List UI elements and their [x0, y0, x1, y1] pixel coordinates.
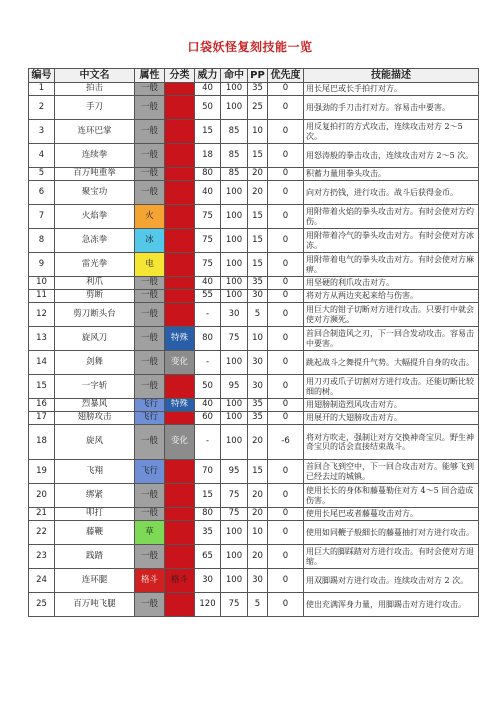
move-accuracy: 100 [221, 569, 248, 593]
move-accuracy: 100 [221, 425, 248, 460]
move-name: 连环巴掌 [55, 120, 135, 144]
move-category [165, 277, 195, 290]
move-accuracy: 100 [221, 290, 248, 303]
move-priority: 0 [268, 290, 304, 303]
move-category [165, 484, 195, 508]
move-description: 用附带着火焰的拳头攻击对方。有时会使对方灼伤。 [304, 205, 479, 229]
move-power: 80 [195, 327, 221, 351]
move-priority: 0 [268, 96, 304, 120]
table-row [29, 253, 479, 277]
table-row [29, 399, 479, 412]
move-description: 使出充满浑身力量，用脚踢击对方进行攻击。 [304, 593, 479, 617]
move-description: 用巨大的钳子切断对方进行攻击。只要打中就会使对方濒死。 [304, 303, 479, 327]
move-description: 用反复拍打的方式攻击，连续攻击对方 2～5 次。 [304, 120, 479, 144]
move-type: 飞行 [135, 412, 165, 425]
move-priority: 0 [268, 484, 304, 508]
move-pp: 30 [248, 351, 268, 375]
move-priority: 0 [268, 181, 304, 205]
header-priority: 优先度 [268, 69, 304, 83]
move-category [165, 303, 195, 327]
move-type: 一般 [135, 425, 165, 460]
move-power: 60 [195, 412, 221, 425]
move-accuracy: 30 [221, 303, 248, 327]
header-name: 中文名 [55, 69, 135, 83]
move-accuracy: 100 [221, 205, 248, 229]
move-description: 用刀刃或爪子切割对方进行攻击。还能切断比较细的树。 [304, 375, 479, 399]
move-power: 55 [195, 290, 221, 303]
move-pp: 35 [248, 83, 268, 96]
move-pp: 15 [248, 144, 268, 168]
move-description: 首回合飞到空中，下一回合攻击对方。能够飞到已经去过的城镇。 [304, 460, 479, 484]
move-category [165, 181, 195, 205]
move-power: 30 [195, 569, 221, 593]
move-category [165, 290, 195, 303]
move-category [165, 144, 195, 168]
move-type: 电 [135, 253, 165, 277]
move-priority: 0 [268, 460, 304, 484]
move-number: 10 [29, 277, 55, 290]
moves-table [28, 68, 479, 617]
move-accuracy: 100 [221, 351, 248, 375]
move-name: 飞翔 [55, 460, 135, 484]
move-priority: 0 [268, 412, 304, 425]
move-description: 使用如同鞭子般細长的藤蔓抽打对方进行攻击。 [304, 521, 479, 545]
move-power: 70 [195, 460, 221, 484]
move-number: 23 [29, 545, 55, 569]
move-accuracy: 85 [221, 120, 248, 144]
header-description: 技能描述 [304, 69, 479, 83]
move-number: 25 [29, 593, 55, 617]
move-number: 9 [29, 253, 55, 277]
move-power: 80 [195, 508, 221, 521]
move-type: 冰 [135, 229, 165, 253]
move-priority: 0 [268, 168, 304, 181]
move-type: 一般 [135, 181, 165, 205]
move-description: 用坚硬的利爪攻击对方。 [304, 277, 479, 290]
move-number: 16 [29, 399, 55, 412]
move-number: 11 [29, 290, 55, 303]
move-name: 火焰拳 [55, 205, 135, 229]
move-number: 22 [29, 521, 55, 545]
move-type: 一般 [135, 303, 165, 327]
move-priority: 0 [268, 521, 304, 545]
move-type: 一般 [135, 327, 165, 351]
table-row [29, 205, 479, 229]
move-power: 75 [195, 205, 221, 229]
move-priority: 0 [268, 83, 304, 96]
move-name: 藤鞭 [55, 521, 135, 545]
move-name: 绑紧 [55, 484, 135, 508]
move-type: 一般 [135, 83, 165, 96]
move-pp: 20 [248, 168, 268, 181]
move-category [165, 168, 195, 181]
move-pp: 15 [248, 253, 268, 277]
move-accuracy: 100 [221, 181, 248, 205]
move-description: 使用长尾巴或者藤蔓攻击对方。 [304, 508, 479, 521]
move-pp: 5 [248, 593, 268, 617]
header-power: 威力 [195, 69, 221, 83]
move-power: 40 [195, 181, 221, 205]
move-name: 利爪 [55, 277, 135, 290]
move-number: 13 [29, 327, 55, 351]
table-row [29, 83, 479, 96]
move-priority: 0 [268, 277, 304, 290]
move-priority: 0 [268, 569, 304, 593]
move-name: 旋风 [55, 425, 135, 460]
move-name: 聚宝功 [55, 181, 135, 205]
move-description: 用双脚踢对方进行攻击。连续攻击对方 2 次。 [304, 569, 479, 593]
table-row [29, 181, 479, 205]
move-name: 剪刀断头台 [55, 303, 135, 327]
move-category [165, 545, 195, 569]
move-category: 格斗 [165, 569, 195, 593]
move-description: 用展开的大翅膀攻击对方。 [304, 412, 479, 425]
move-pp: 30 [248, 569, 268, 593]
move-priority: 0 [268, 327, 304, 351]
move-number: 18 [29, 425, 55, 460]
move-type: 一般 [135, 593, 165, 617]
move-power: - [195, 425, 221, 460]
move-accuracy: 85 [221, 144, 248, 168]
move-number: 5 [29, 168, 55, 181]
move-type: 飞行 [135, 460, 165, 484]
move-name: 急冻拳 [55, 229, 135, 253]
header-type: 属性 [135, 69, 165, 83]
move-description: 用附带着电气的拳头攻击对方。有时会使对方麻痹。 [304, 253, 479, 277]
move-priority: 0 [268, 399, 304, 412]
table-body [29, 83, 479, 617]
move-type: 一般 [135, 375, 165, 399]
move-description: 首回合制造风之刃，下一回合发动攻击。容易击中要害。 [304, 327, 479, 351]
move-type: 一般 [135, 351, 165, 375]
header-number: 编号 [29, 69, 55, 83]
move-pp: 15 [248, 229, 268, 253]
table-row [29, 351, 479, 375]
move-accuracy: 100 [221, 412, 248, 425]
move-pp: 25 [248, 96, 268, 120]
move-number: 15 [29, 375, 55, 399]
move-type: 一般 [135, 96, 165, 120]
move-pp: 30 [248, 375, 268, 399]
move-number: 24 [29, 569, 55, 593]
move-name: 翅膀攻击 [55, 412, 135, 425]
table-row [29, 96, 479, 120]
move-description: 用翅膀制造烈风攻击对方。 [304, 399, 479, 412]
move-description: 跳起战斗之舞提升气势。大幅提升自身的攻击。 [304, 351, 479, 375]
move-accuracy: 100 [221, 545, 248, 569]
move-category: 特殊 [165, 399, 195, 412]
move-power: 35 [195, 521, 221, 545]
move-power: 40 [195, 399, 221, 412]
move-type: 一般 [135, 168, 165, 181]
move-power: 15 [195, 484, 221, 508]
move-priority: -6 [268, 425, 304, 460]
move-number: 21 [29, 508, 55, 521]
table-row [29, 144, 479, 168]
move-category [165, 253, 195, 277]
move-name: 百万吨飞腿 [55, 593, 135, 617]
move-priority: 0 [268, 205, 304, 229]
table-row [29, 277, 479, 290]
move-accuracy: 75 [221, 593, 248, 617]
table-row [29, 484, 479, 508]
move-name: 叩打 [55, 508, 135, 521]
table-row [29, 569, 479, 593]
move-name: 烈暴风 [55, 399, 135, 412]
move-priority: 0 [268, 144, 304, 168]
move-description: 用长尾巴或长手拍打对方。 [304, 83, 479, 96]
move-pp: 10 [248, 521, 268, 545]
move-priority: 0 [268, 375, 304, 399]
move-pp: 10 [248, 120, 268, 144]
move-category [165, 96, 195, 120]
move-accuracy: 100 [221, 399, 248, 412]
move-power: 120 [195, 593, 221, 617]
table-row [29, 327, 479, 351]
move-type: 一般 [135, 290, 165, 303]
move-power: 80 [195, 168, 221, 181]
move-accuracy: 75 [221, 327, 248, 351]
move-accuracy: 100 [221, 253, 248, 277]
table-row [29, 168, 479, 181]
move-name: 剑舞 [55, 351, 135, 375]
move-name: 手刀 [55, 96, 135, 120]
move-priority: 0 [268, 508, 304, 521]
move-type: 一般 [135, 277, 165, 290]
move-type: 草 [135, 521, 165, 545]
move-type: 飞行 [135, 399, 165, 412]
move-accuracy: 100 [221, 96, 248, 120]
move-accuracy: 100 [221, 229, 248, 253]
move-pp: 15 [248, 460, 268, 484]
move-priority: 0 [268, 593, 304, 617]
move-power: 50 [195, 375, 221, 399]
move-power: 65 [195, 545, 221, 569]
move-number: 17 [29, 412, 55, 425]
table-row [29, 412, 479, 425]
move-type: 一般 [135, 484, 165, 508]
move-number: 3 [29, 120, 55, 144]
header-category: 分类 [165, 69, 195, 83]
move-name: 践踏 [55, 545, 135, 569]
move-priority: 0 [268, 120, 304, 144]
move-priority: 0 [268, 351, 304, 375]
move-name: 雷光拳 [55, 253, 135, 277]
move-power: 40 [195, 83, 221, 96]
move-power: 15 [195, 120, 221, 144]
move-description: 用怒涛般的拳击攻击，连续攻击对方 2～5 次。 [304, 144, 479, 168]
move-number: 8 [29, 229, 55, 253]
move-type: 一般 [135, 545, 165, 569]
move-name: 一字斩 [55, 375, 135, 399]
move-accuracy: 100 [221, 277, 248, 290]
move-pp: 20 [248, 484, 268, 508]
move-power: 75 [195, 229, 221, 253]
move-description: 使用长长的身体和藤蔓勒住对方 4～5 回合造成伤害。 [304, 484, 479, 508]
move-power: 50 [195, 96, 221, 120]
move-pp: 35 [248, 399, 268, 412]
move-accuracy: 85 [221, 168, 248, 181]
table-row [29, 460, 479, 484]
move-pp: 20 [248, 181, 268, 205]
header-accuracy: 命中 [221, 69, 248, 83]
move-type: 格斗 [135, 569, 165, 593]
move-category [165, 229, 195, 253]
move-accuracy: 95 [221, 460, 248, 484]
move-description: 积蓄力量用拳头攻击。 [304, 168, 479, 181]
move-pp: 20 [248, 508, 268, 521]
move-category [165, 120, 195, 144]
move-pp: 5 [248, 303, 268, 327]
table-header-row [29, 69, 479, 83]
move-number: 2 [29, 96, 55, 120]
move-name: 连环腿 [55, 569, 135, 593]
move-category [165, 508, 195, 521]
move-name: 拍击 [55, 83, 135, 96]
move-pp: 20 [248, 425, 268, 460]
move-description: 将对方从两边夹起来给与伤害。 [304, 290, 479, 303]
move-category [165, 83, 195, 96]
header-pp: PP [248, 69, 268, 83]
move-pp: 35 [248, 277, 268, 290]
move-pp: 15 [248, 205, 268, 229]
move-pp: 20 [248, 545, 268, 569]
table-row [29, 375, 479, 399]
table-row [29, 303, 479, 327]
move-category: 变化 [165, 351, 195, 375]
table-row [29, 120, 479, 144]
move-description: 用强劲的手刀击打对方。容易击中要害。 [304, 96, 479, 120]
move-accuracy: 100 [221, 521, 248, 545]
move-category [165, 412, 195, 425]
move-power: - [195, 351, 221, 375]
move-type: 一般 [135, 508, 165, 521]
table-row [29, 229, 479, 253]
move-category: 特殊 [165, 327, 195, 351]
move-category [165, 593, 195, 617]
move-priority: 0 [268, 545, 304, 569]
move-description: 用附带着冷气的拳头攻击对方。有时会使对方冰冻。 [304, 229, 479, 253]
move-description: 向对方扔钱，进行攻击。战斗后获得金币。 [304, 181, 479, 205]
move-name: 百万吨重拳 [55, 168, 135, 181]
move-priority: 0 [268, 229, 304, 253]
move-category [165, 521, 195, 545]
page-title: 口袋妖怪复刻技能一览 [187, 40, 313, 54]
move-category: 变化 [165, 425, 195, 460]
move-description: 用巨大的脚踩踏对方进行攻击。有时会使对方退缩。 [304, 545, 479, 569]
move-power: 75 [195, 253, 221, 277]
move-pp: 35 [248, 412, 268, 425]
move-category [165, 375, 195, 399]
move-number: 4 [29, 144, 55, 168]
table-row [29, 508, 479, 521]
move-number: 20 [29, 484, 55, 508]
move-accuracy: 100 [221, 83, 248, 96]
table-row [29, 521, 479, 545]
move-priority: 0 [268, 253, 304, 277]
move-name: 旋风刀 [55, 327, 135, 351]
move-power: 18 [195, 144, 221, 168]
move-number: 14 [29, 351, 55, 375]
move-number: 19 [29, 460, 55, 484]
table-row [29, 593, 479, 617]
move-accuracy: 75 [221, 508, 248, 521]
move-category [165, 205, 195, 229]
move-number: 7 [29, 205, 55, 229]
move-type: 一般 [135, 120, 165, 144]
move-number: 12 [29, 303, 55, 327]
move-name: 剪断 [55, 290, 135, 303]
move-number: 1 [29, 83, 55, 96]
move-type: 火 [135, 205, 165, 229]
move-category [165, 460, 195, 484]
move-type: 一般 [135, 144, 165, 168]
move-accuracy: 95 [221, 375, 248, 399]
move-name: 连续拳 [55, 144, 135, 168]
move-number: 6 [29, 181, 55, 205]
table-row [29, 545, 479, 569]
move-power: 40 [195, 277, 221, 290]
table-row [29, 425, 479, 460]
move-pp: 30 [248, 290, 268, 303]
move-priority: 0 [268, 303, 304, 327]
move-pp: 10 [248, 327, 268, 351]
move-power: - [195, 303, 221, 327]
move-description: 将对方吹走，强制让对方交换神奇宝贝。野生神奇宝贝的话会直接结束战斗。 [304, 425, 479, 460]
table-row [29, 290, 479, 303]
move-accuracy: 75 [221, 484, 248, 508]
